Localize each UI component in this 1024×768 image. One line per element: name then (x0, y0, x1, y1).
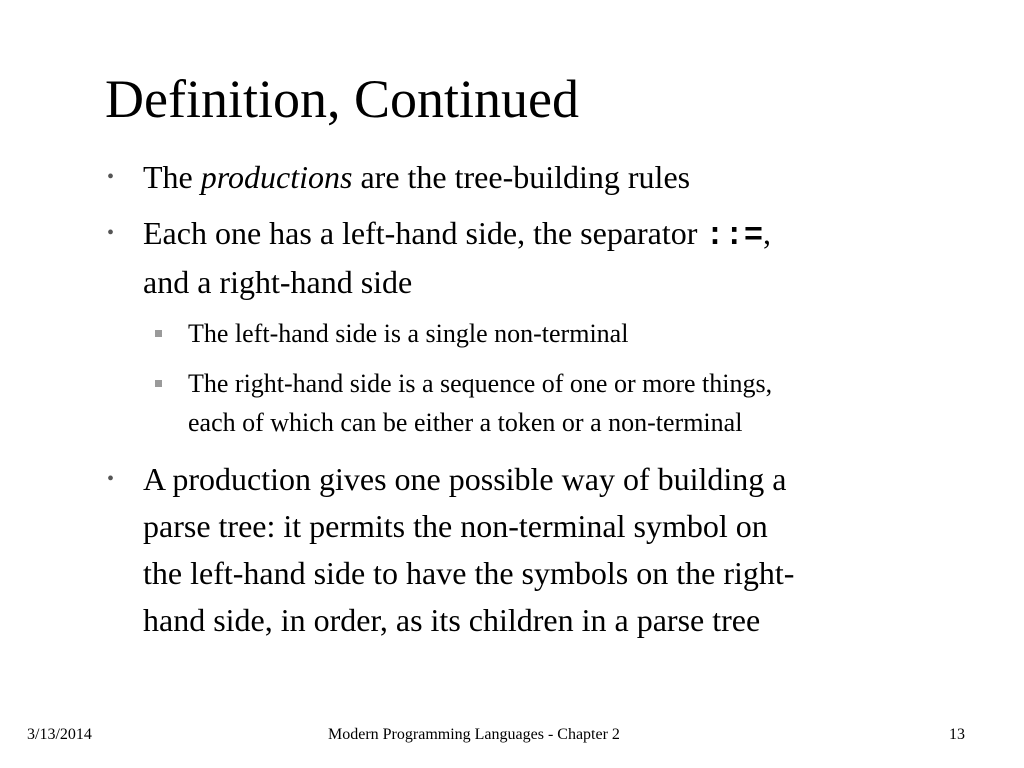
footer-page-number: 13 (949, 726, 965, 743)
bullet-line: A production gives one possible way of building a (143, 461, 787, 497)
bullet-text: are the tree-building rules (352, 159, 691, 195)
separator-code: ::= (705, 217, 764, 254)
sub-bullet-line: The right-hand side is a sequence of one or more things, (188, 369, 773, 398)
sub-bullet-line: each of which can be either a token or a non-terminal (188, 408, 743, 437)
bullet-line: and a right-hand side (143, 264, 413, 300)
bullet-text: , (763, 215, 772, 251)
bullet-productions (143, 154, 690, 201)
bullet-line: parse tree: it permits the non-terminal symbol on (143, 508, 768, 544)
footer-date: 3/13/2014 (27, 726, 92, 743)
bullet-each-one (143, 210, 771, 306)
footer-title: Modern Programming Languages - Chapter 2 (328, 726, 620, 743)
sub-bullet-left-hand-side: The left-hand side is a single non-terminal (188, 319, 629, 348)
bullet-line: hand side, in order, as its children in a parse tree (143, 602, 761, 638)
bullet-text: The (143, 159, 201, 195)
bullet-dot-icon: • (107, 166, 115, 188)
bullet-emphasis: productions (200, 159, 353, 195)
bullet-dot-icon: • (107, 222, 115, 244)
sub-bullet-right-hand-side (188, 364, 772, 442)
bullet-line: the left-hand side to have the symbols on the right- (143, 555, 795, 591)
bullet-text: Each one has a left-hand side, the separator (143, 215, 706, 251)
bullet-production-gives (143, 456, 794, 644)
slide-title: Definition, Continued (105, 69, 579, 129)
square-bullet-icon (155, 380, 162, 387)
bullet-dot-icon: • (107, 468, 115, 490)
square-bullet-icon (155, 330, 162, 337)
bullet-line (143, 210, 771, 259)
